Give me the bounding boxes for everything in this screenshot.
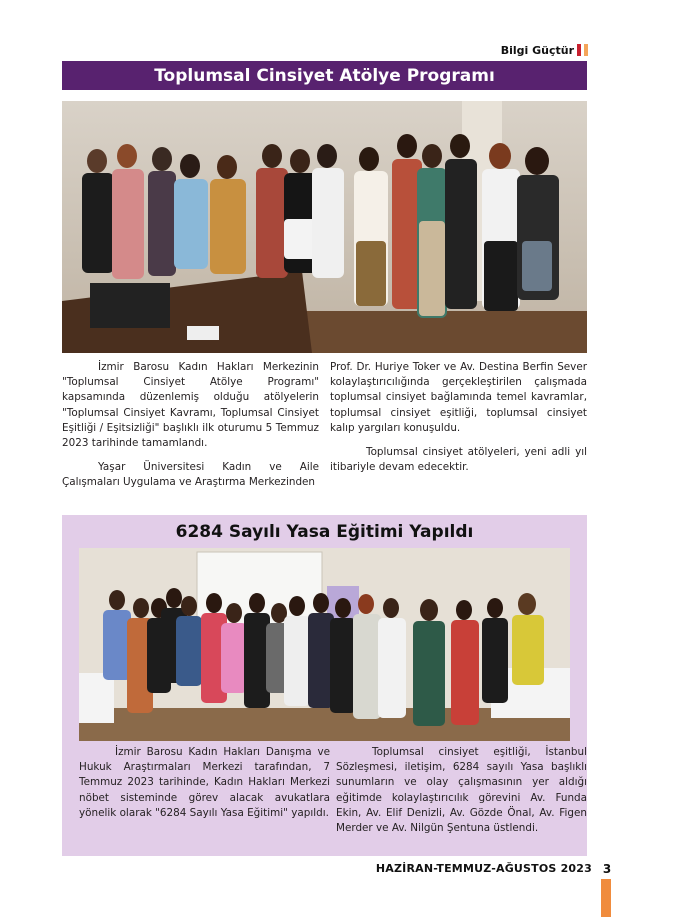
paragraph: İzmir Barosu Kadın Hakları Merkezinin "Toplumsal Cinsiyet Atölye Programı" kapsamında düzenlemiş olduğu atölyelerin "Toplumsal Cinsiyet Kavramı, Toplumsal Cinsiyet Eşitliği / Eşitsizliği" başlıklı ilk oturumu 5 Temmuz 2023 tarihinde tamamlandı. <box>62 361 319 450</box>
brand-bar-red <box>577 44 581 56</box>
paragraph: Yaşar Üniversitesi Kadın ve Aile Çalışmaları Uygulama ve Araştırma Merkezinden <box>62 461 319 489</box>
brand-header <box>488 43 588 57</box>
section2-column-right <box>336 745 587 845</box>
page-accent-bar <box>601 879 611 917</box>
training-group-photo <box>79 548 570 741</box>
section1-text <box>62 360 587 500</box>
section2-column-left <box>79 745 330 845</box>
paragraph: İzmir Barosu Kadın Hakları Danışma ve Hukuk Araştırmaları Merkezi tarafından, 7 Temmuz 2023 tarihinde, Kadın Hakları Merkezi nöbet sisteminde görev alacak avukatlara yönelik olarak "6284 Sayılı Yasa Eğitimi" yapıldı. <box>79 746 330 819</box>
section2-text <box>79 745 587 845</box>
section1-title: Toplumsal Cinsiyet Atölye Programı <box>62 61 587 90</box>
paragraph: Toplumsal cinsiyet atölyeleri, yeni adli yıl itibariyle devam edecektir. <box>330 446 587 474</box>
workshop-group-photo <box>62 101 587 353</box>
brand-name: Bilgi Güçtür <box>500 43 574 57</box>
section2-title: 6284 Sayılı Yasa Eğitimi Yapıldı <box>175 522 474 542</box>
section1-column-right <box>330 360 587 500</box>
paragraph: Toplumsal cinsiyet eşitliği, İstanbul Sözleşmesi, iletişim, 6284 sayılı Yasa başlıklı sunumların ve olay çalışmasının yer aldığı eğitimde kolaylaştırıcılık görevini Av. Funda Ekin, Av. Elif Denizli, Av. Gözde Önal, Av. Figen Merder ve Av. Nilgün Şentuna üstlendi. <box>336 746 587 835</box>
page-number: 3 <box>602 862 612 876</box>
paragraph: Prof. Dr. Huriye Toker ve Av. Destina Berfin Sever kolaylaştırıcılığında gerçekleştirilen çalışmada toplumsal cinsiyet bağlamında temel kavramlar, toplumsal cinsiyet eşitliği, toplumsal cinsiyet kalıp yargıları konuşuldu. <box>330 361 587 434</box>
section1-column-left <box>62 360 319 500</box>
brand-bar-orange <box>584 44 588 56</box>
issue-label: HAZİRAN-TEMMUZ-AĞUSTOS 2023 <box>375 862 592 875</box>
